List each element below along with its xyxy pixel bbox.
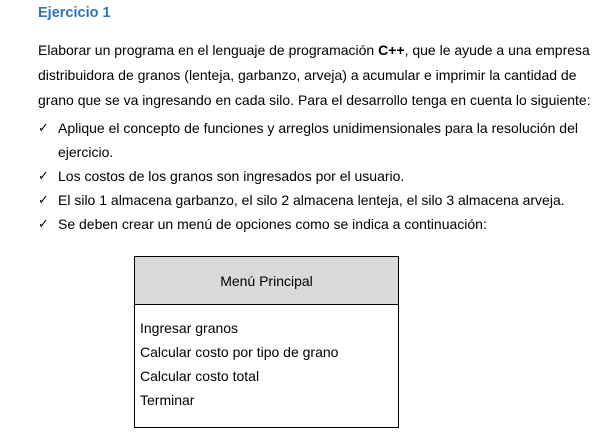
intro-line-3: grano que se va ingresando en cada silo. Para el desarrollo tenga en cuenta lo siguiente: xyxy=(38,92,591,108)
menu-option-ingresar-granos: Ingresar granos xyxy=(140,320,239,336)
list-item-text: Se deben crear un menú de opciones como se indica a continuación: xyxy=(58,216,487,232)
list-item xyxy=(38,164,578,188)
menu-options xyxy=(140,316,338,412)
menu-option-terminar: Terminar xyxy=(140,392,195,408)
list-item-text xyxy=(58,116,578,164)
exercise-title: Ejercicio 1 xyxy=(38,5,111,21)
list-item-text-line-1: Aplique el concepto de funciones y arreglos unidimensionales para la resolución del xyxy=(58,120,578,136)
list-item xyxy=(38,212,578,236)
list-item-text: El silo 1 almacena garbanzo, el silo 2 almacena lenteja, el silo 3 almacena arveja. xyxy=(58,192,565,208)
list-item-text: Los costos de los granos son ingresados por el usuario. xyxy=(58,168,405,184)
intro-line-2: distribuidora de granos (lenteja, garbanzo, arveja) a acumular e imprimir la cantidad de xyxy=(38,67,577,83)
checkmark-icon: ✓ xyxy=(38,192,49,207)
menu-header: Menú Principal xyxy=(135,257,398,305)
requirements-list xyxy=(38,116,578,236)
intro-line-1 xyxy=(38,38,590,63)
intro-paragraph xyxy=(38,38,591,113)
intro-line-1-start: Elaborar un programa en el lenguaje de programación xyxy=(38,42,379,58)
checkmark-icon: ✓ xyxy=(38,216,49,231)
list-item xyxy=(38,116,578,164)
checkmark-icon: ✓ xyxy=(38,168,49,183)
list-item-text-line-2: ejercicio. xyxy=(58,144,114,160)
menu-option-costo-por-tipo: Calcular costo por tipo de grano xyxy=(140,344,339,360)
menu-option-costo-total: Calcular costo total xyxy=(140,368,260,384)
list-item xyxy=(38,188,578,212)
language-name: C++ xyxy=(378,42,405,58)
main-menu-table xyxy=(134,256,399,428)
checkmark-icon: ✓ xyxy=(38,120,49,135)
intro-line-1-end: , que le ayude a una empresa xyxy=(404,42,590,58)
